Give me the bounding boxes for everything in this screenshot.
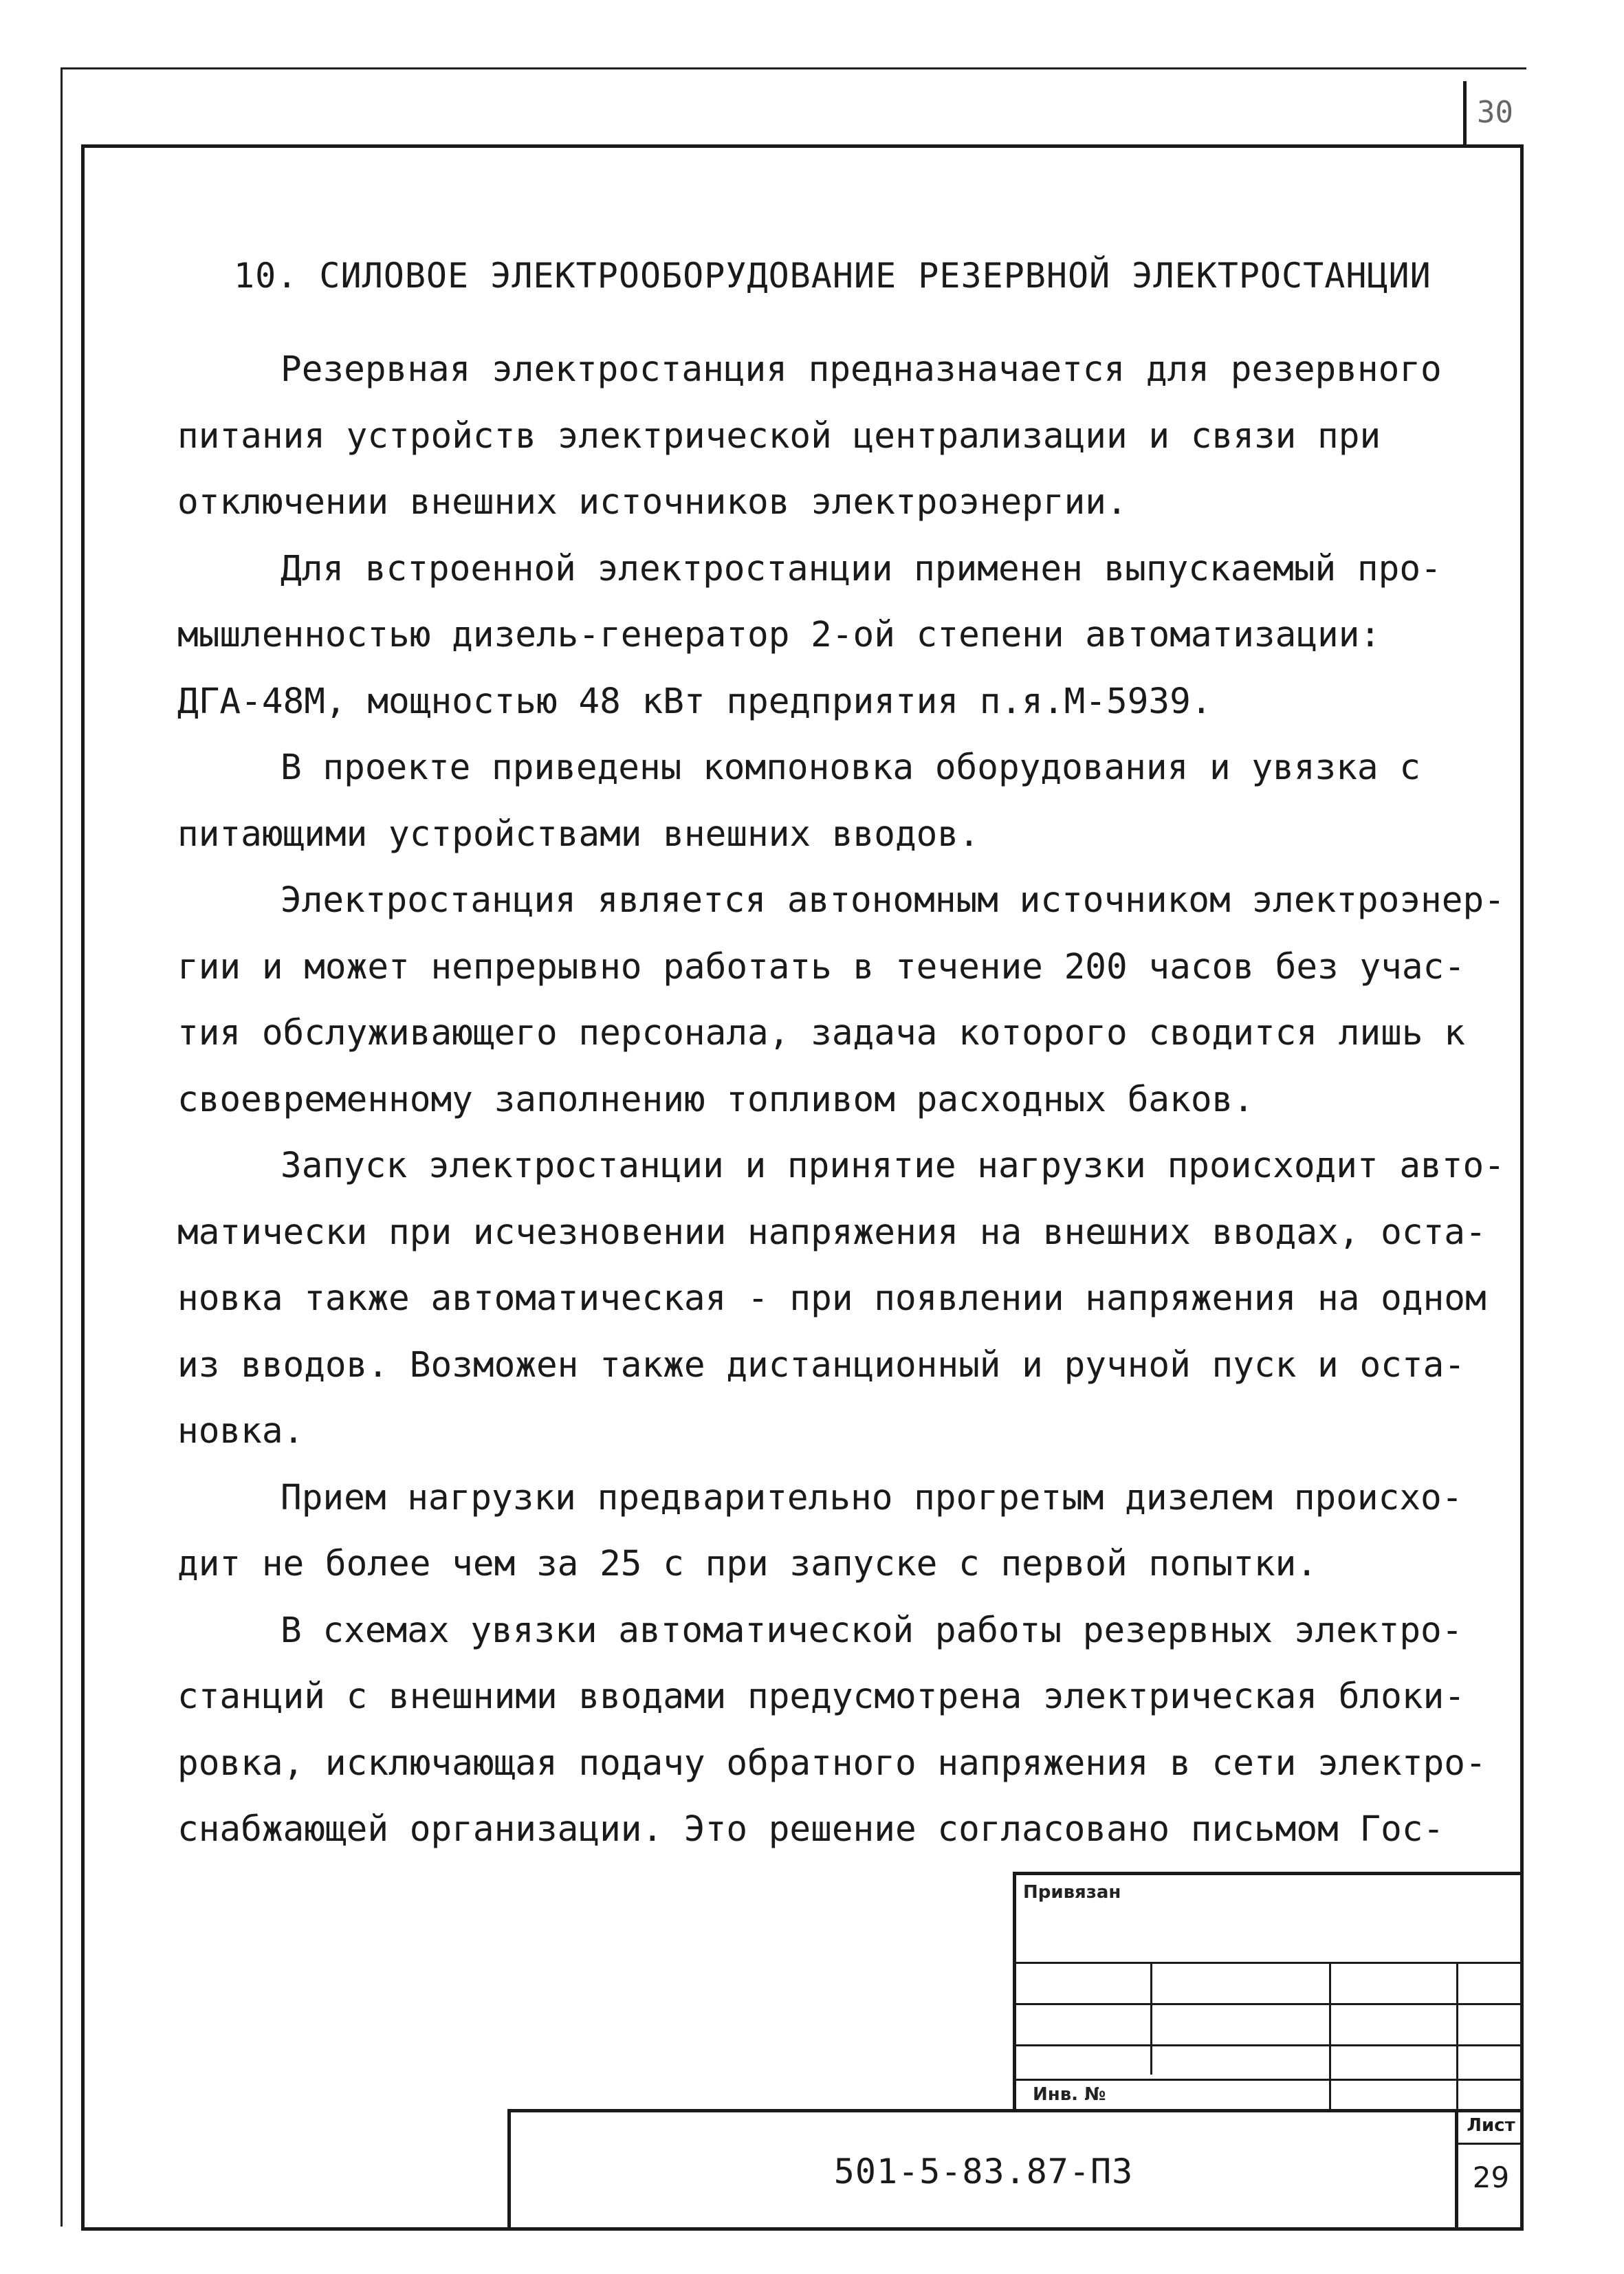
document-code: 501-5-83.87-ПЗ	[833, 2152, 1134, 2191]
stamp-line	[1016, 2079, 1524, 2081]
stamp-column-line	[1329, 1962, 1331, 2109]
stamp-line	[1016, 2003, 1524, 2005]
sheet-cell	[1455, 2112, 1524, 2231]
body-text	[177, 337, 1505, 1863]
body-line: своевременному заполнению топливом расходных баков.	[177, 1079, 1254, 1120]
body-line: Для встроенной электростанции применен выпускаемый про-	[281, 548, 1442, 589]
binding-stamp	[1013, 1872, 1524, 2109]
bound-label: Привязан	[1023, 1882, 1121, 1903]
body-line: Электростанция является автономным источником электроэнер-	[281, 880, 1505, 921]
body-line: гии и может непрерывно работать в течение 200 часов без учас-	[177, 946, 1465, 987]
body-line: Прием нагрузки предварительно прогретым дизелем происхо-	[281, 1477, 1463, 1518]
body-line: В проекте приведены компоновка оборудования и увязка с	[281, 747, 1421, 788]
section-title: 10. СИЛОВОЕ ЭЛЕКТРООБОРУДОВАНИЕ РЕЗЕРВНОЙ ЭЛЕКТРОСТАНЦИИ	[234, 256, 1431, 296]
sheet-divider	[1458, 2143, 1524, 2145]
body-line: Запуск электростанции и принятие нагрузки происходит авто-	[281, 1146, 1505, 1186]
body-line: новка также автоматическая - при появлении напряжения на одном	[177, 1278, 1486, 1319]
body-line: матически при исчезновении напряжения на внешних вводах, оста-	[177, 1212, 1486, 1253]
body-line: В схемах увязки автоматической работы резервных электро-	[281, 1610, 1463, 1651]
body-line: тия обслуживающего персонала, задача которого сводится лишь к	[177, 1013, 1465, 1053]
body-line: мышленностью дизель-генератор 2-ой степени автоматизации:	[177, 615, 1381, 655]
stamp-column-line	[1456, 1962, 1458, 2109]
body-line: отключении внешних источников электроэнергии.	[177, 482, 1128, 523]
sheet-label: Лист	[1467, 2115, 1515, 2136]
outer-border-top	[61, 67, 1526, 69]
body-line: из вводов. Возможен также дистанционный и ручной пуск и оста-	[177, 1344, 1465, 1386]
stamp-column-line	[1150, 1962, 1152, 2075]
sheet-number: 29	[1472, 2161, 1510, 2194]
body-line: питания устройств электрической централизации и связи при	[177, 415, 1381, 457]
stamp-line	[1016, 1962, 1524, 1964]
body-line: Резервная электростанция предназначается для резервного	[281, 349, 1442, 390]
body-line: новка.	[177, 1411, 305, 1452]
body-line: питающими устройствами внешних вводов.	[177, 813, 980, 855]
stamp-line	[1016, 2044, 1524, 2046]
title-block	[507, 2109, 1524, 2231]
body-line: станций с внешними вводами предусмотрена электрическая блоки-	[177, 1676, 1465, 1717]
body-line: снабжающей организации. Это решение согласовано письмом Гос-	[177, 1809, 1445, 1850]
body-line: дит не более чем за 25 с при запуске с первой попытки.	[177, 1544, 1318, 1584]
page-corner-number: 30	[1463, 81, 1524, 144]
body-line: ровка, исключающая подачу обратного напряжения в сети электро-	[177, 1742, 1486, 1784]
outer-border-left	[61, 67, 63, 2227]
inv-number-label: Инв. №	[1033, 2084, 1106, 2105]
body-line: ДГА-48М, мощностью 48 кВт предприятия п.я.М-5939.	[177, 681, 1212, 722]
